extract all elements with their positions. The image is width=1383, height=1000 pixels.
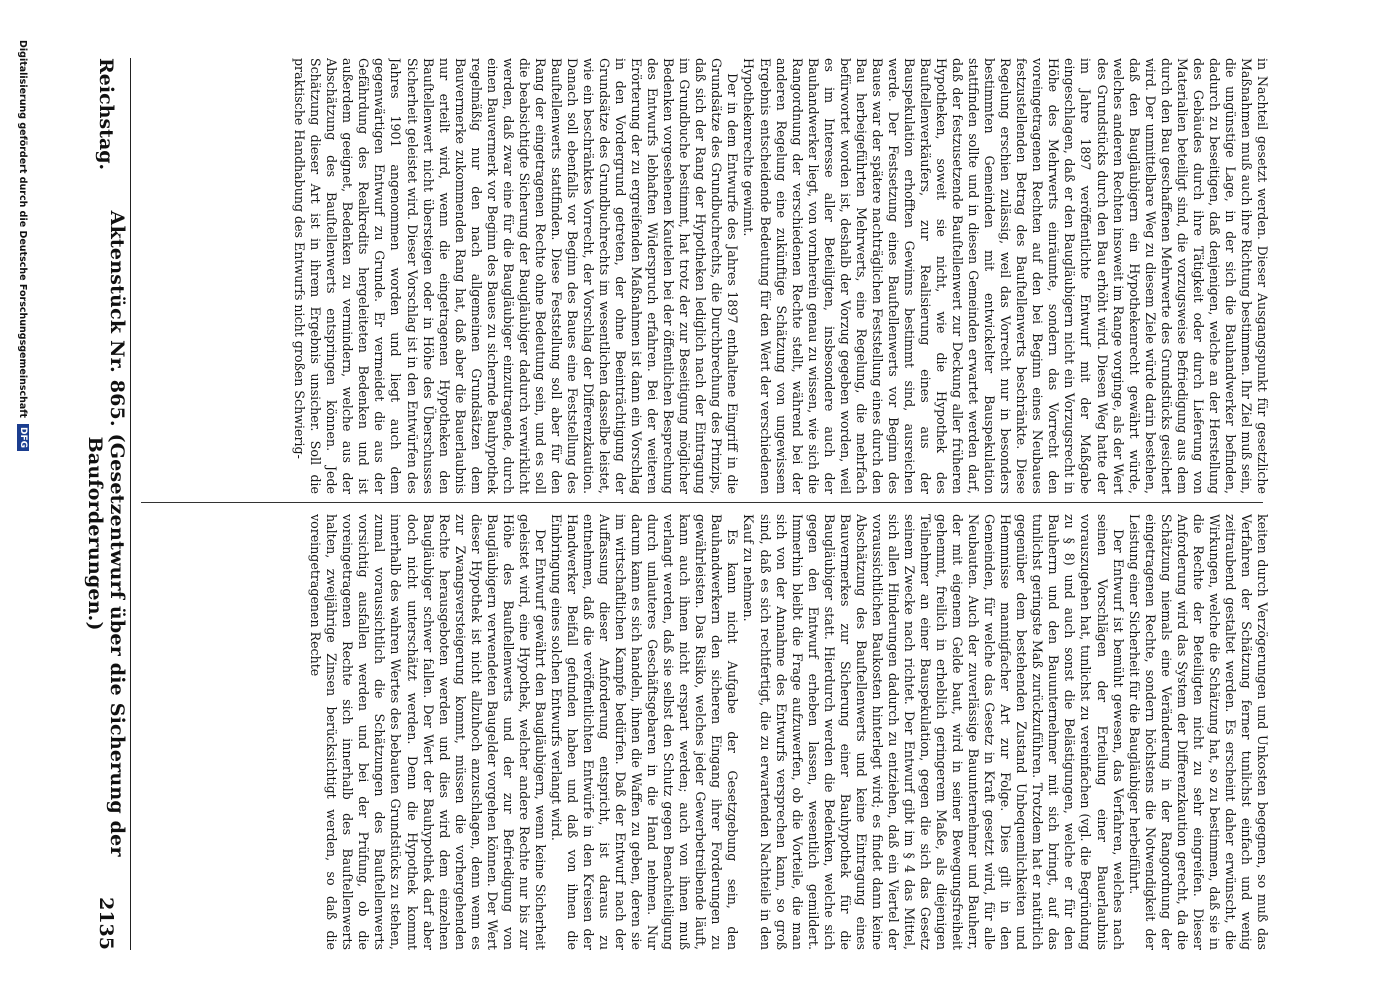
paragraph: Der Entwurf ist bemüht gewesen, das Verfahren, welches nach seinen Vorschlägen der Erteilung einer Bauerlaubnis vorauszugehen hat, tunlichst zu vereinfachen (vgl. die Begründung zu § 8) und auch sonst die Belästigungen, welche er für den Bauherrn und den Bauunternehmer mit sich bringt, auf das tunlichst geringste Maß zurückzuführen. Trotzdem hat er natürlich gegenüber dem bestehenden Zustand Unbequemlichkeiten und Hemmnisse mannigfacher Art zur Folge. Dies gilt in den Gemeinden, für welche das Gesetz in Kraft gesetzt wird, für alle Neubauten. Auch der zuverlässige Bauunternehmer und Bauherr, der mit eigenem Gelde baut, wird in seiner Bewegungsfreiheit gehemmt, freilich in erheblich geringerem Maße, als diejenigen Teilnehmer an einer Bauspekulation, gegen die sich das Gesetz seinem Zwecke nach richtet. Der Entwurf gibt im § 4 das Mittel, sich allen Hinderungen dadurch zu entziehen, daß ein Viertel der voraussichtlichen Baukosten hinterlegt wird; es findet dann keine Abschätzung des Bauſtellenwerts und keine Eintragung eines Bauvermerkes zur Sicherung einer Bauhypothek für die Baugläubiger statt. Hierdurch werden die Bedenken, welche sich gegen den Entwurf erheben lassen, wesentlich gemildert. Immerhin bleibt die Frage aufzuwerfen, ob die Vorteile, die man sich von der Annahme des Entwurfs versprechen kann, so groß sind, daß es sich rechtfertigt, die zu erwartenden Nachteile in den Kauf zu nehmen. <box>741 514 1126 950</box>
right-column <box>134 514 1270 950</box>
watermark-text: Digitalisierung gefördert durch die Deutsche Forschungsgemeinschaft <box>17 40 29 418</box>
paragraph: in Nachteil gesetzt werden. Dieser Ausgangspunkt für gesetzliche Maßnahmen muß auch ihre Richtung bestimmen. Ihr Ziel muß sein, die ungünstige Lage, in der sich die Bauhandwerker befinden, dadurch zu beseitigen, daß denjenigen, welche an der Herstellung des Gebäudes durch ihre Tätigkeit oder durch Lieferung von Materialien beteiligt sind, die vorzugsweise Befriedigung aus dem durch den Bau geschaffenen Mehrwerte des Grundstücks gesichert wird. Der unmittelbare Weg zu diesem Ziele würde darin bestehen, daß den Baugläubigern ein Hypothekenrecht gewährt würde, welches anderen Rechten insoweit im Range vorginge, als der Wert des Grundstücks durch den Bau erhöht wird. Diesen Weg hatte der im Jahre 1897 veröffentlichte Entwurf mit der Maßgabe eingeschlagen, daß er den Baugläubigern nicht ein Vorzugsrecht in Höhe des Mehrwerts einräumte, sondern das Vorrecht den voreingetragenen Rechten auf den bei Beginn eines Neubaues festzustellenden Betrag des Bauſtellenwerts beschränkte. Diese Regelung erschien zulässig, weil das Vorrecht nur in besonders bestimmten Gemeinden mit entwickelter Bauspekulation stattfinden sollte und in diesen Gemeinden erwartet werden darf, daß der festzusetzende Bauſtellenwert zur Deckung aller früheren Hypotheken, soweit sie nicht, wie die Hypothek des Bauſtellenverkäufers, zur Realisierung eines aus der Bauspekulation erhofften Gewinns bestimmt sind, ausreichen werde. Der Festsetzung eines Bauſtellenwerts vor Beginn des Baues war der spätere nachträglichen Feststellung eines durch den Bau herbeigeführten Mehrwerts, eine Regelung, die mehrfach befürwortet worden ist, deshalb der Vorzug gegeben worden, weil es im Interesse aller Beteiligten, insbesondere auch der Bauhandwerker liegt, von vornherein genau zu wissen, wie sich die Rangordnung der verschiedenen Rechte stellt, während bei der anderen Regelung eine zukünftige Schätzung von ungewissem Ergebnis entscheidende Bedeutung für den Wert der verschiedenen Hypothekenrechte gewinnt. <box>741 58 1270 494</box>
header-rule <box>130 58 131 950</box>
page-header <box>84 58 128 950</box>
dfg-logo: DFG <box>17 424 29 451</box>
left-column <box>134 58 1270 494</box>
paragraph: keiten durch Verzögerungen und Unkosten begegnen, so muß das Verfahren der Schätzung ferner tunlichst einfach und wenig zeitraubend gestaltet werden. Es erscheint daher erwünscht, die Wirkungen, welche die Schätzung hat, so zu bestimmen, daß sie in die Rechte der Beteiligten nicht zu sehr eingreifen. Dieser Anforderung wird das System der Differenzkaution gerecht, da die Schätzung niemals eine Veränderung in der Rangordnung der eingetragenen Rechte, sondern höchstens die Notwendigkeit der Leistung einer Sicherheit für die Baugläubiger herbeiführt. <box>1126 514 1270 950</box>
header-title: Aktenstück Nr. 865. (Gesetzentwurf über die Sicherung der Bauforderungen.) <box>84 210 128 857</box>
paragraph: Der Entwurf gewährt den Baugläubigern, wenn keine Sicherheit geleistet wird, eine Hypothek, welcher andere Rechte nur bis zur Höhe des Bauſtellenwerts und der zur Befriedigung von Baugläubigern verwendeten Baugelder vorgehen können. Der Wert dieser Hypothek ist nicht allzuhoch anzuschlagen, denn wenn es zur Zwangsversteigerung kommt, müssen die vorhergehenden Rechte herausgeboten werden und dies wird dem einzelnen Baugläubiger schwer fallen. Der Wert der Bauhypothek darf aber doch nicht unterschätzt werden. Denn die Hypothek kommt innerhalb des wahren Wertes des bebauten Grundstücks zu stehen, zumal voraussichtlich die Schätzungen des Bauſtellenwerts vorsichtig ausfallen werden und bei der Prüfung, ob die voreingetragenen Rechte sich innerhalb des Bauſtellenwerts halten, zweijährige Zinsen berücksichtigt werden, so daß die voreingetragenen Rechte <box>308 514 548 950</box>
column-separator <box>141 502 1263 503</box>
page-number: 2135 <box>95 897 117 950</box>
header-left: Reichstag. <box>95 58 117 171</box>
paragraph: Der in dem Entwurfe des Jahres 1897 enthaltene Eingriff in die Grundsätze des Grundbuchrechts, die Durchbrechung des Prinzips, daß sich der Rang der Hypotheken lediglich nach der Eintragung im Grundbuche bestimmt, hat trotz der zur Beseitigung möglicher Bedenken vorgesehenen Kautelen bei der öffentlichen Besprechung des Entwurfs lebhaften Widerspruch erfahren. Bei der weiteren Erörterung der zu ergreifenden Maßnahmen ist dann ein Vorschlag in den Vordergrund getreten, der ohne Beeinträchtigung der Grundsätze des Grundbuchrechts im wesentlichen dasselbe leistet, wie ein beschränktes Vorrecht, der Vorschlag der Differenzkaution. Danach soll ebenfalls vor Beginn des Baues eine Feststellung des Bauſtellenwerts stattfinden. Diese Feststellung soll aber für den Rang der eingetragenen Rechte ohne Bedeutung sein, und es soll die beabsichtigte Sicherung der Baugläubiger dadurch verwirklicht werden, daß zwar eine für die Baugläubiger einzutragende, durch einen Bauvermerk vor Beginn des Baues zu sichernde Bauhypothek regelmäßig nur den nach allgemeinen Grundsätzen dem Bauvermerke zukommenden Rang hat, daß aber die Bauerlaubnis nur erteilt wird, wenn die eingetragenen Hypotheken den Bauſtellenwert nicht übersteigen oder in Höhe des Überschusses Sicherheit geleistet wird. Dieser Vorschlag ist in den Entwürfen des Jahres 1901 angenommen worden und liegt auch dem gegenwärtigen Entwurf zu Grunde. Er vermeidet die aus der Gefährdung des Realkredits hergeleiteten Bedenken und ist außerdem geeignet, Bedenken zu vermindern, welche aus der Abschätzung des Bauſtellenwerts entspringen können. Jede Schätzung dieser Art ist in ihrem Ergebnis unsicher. Soll die praktische Handhabung des Entwurfs nicht großen Schwierig- <box>292 58 741 494</box>
digitization-watermark <box>17 40 29 451</box>
paragraph: Es kann nicht Aufgabe der Gesetzgebung sein, den Bauhandwerkern den sicheren Eingang ihrer Forderungen zu gewährleisten. Das Risiko, welches jeder Gewerbetreibende läuft, kann auch ihnen nicht erspart werden; auch von ihnen muß verlangt werden, daß sie selbst den Schutz gegen Benachteiligung durch unlauteres Geschäftsgebaren in die Hand nehmen. Nur darum kann es sich handeln, ihnen die Waffen zu geben, deren sie im wirtschaftlichen Kampfe bedürfen. Daß der Entwurf nach der Auffassung dieser Anforderung entspricht, ist daraus zu entnehmen, daß die veröffentlichten Entwürfe in den Kreisen der Handwerker Beifall gefunden haben und daß von ihnen die Einbringung eines solchen Entwurfs verlangt wird. <box>548 514 741 950</box>
